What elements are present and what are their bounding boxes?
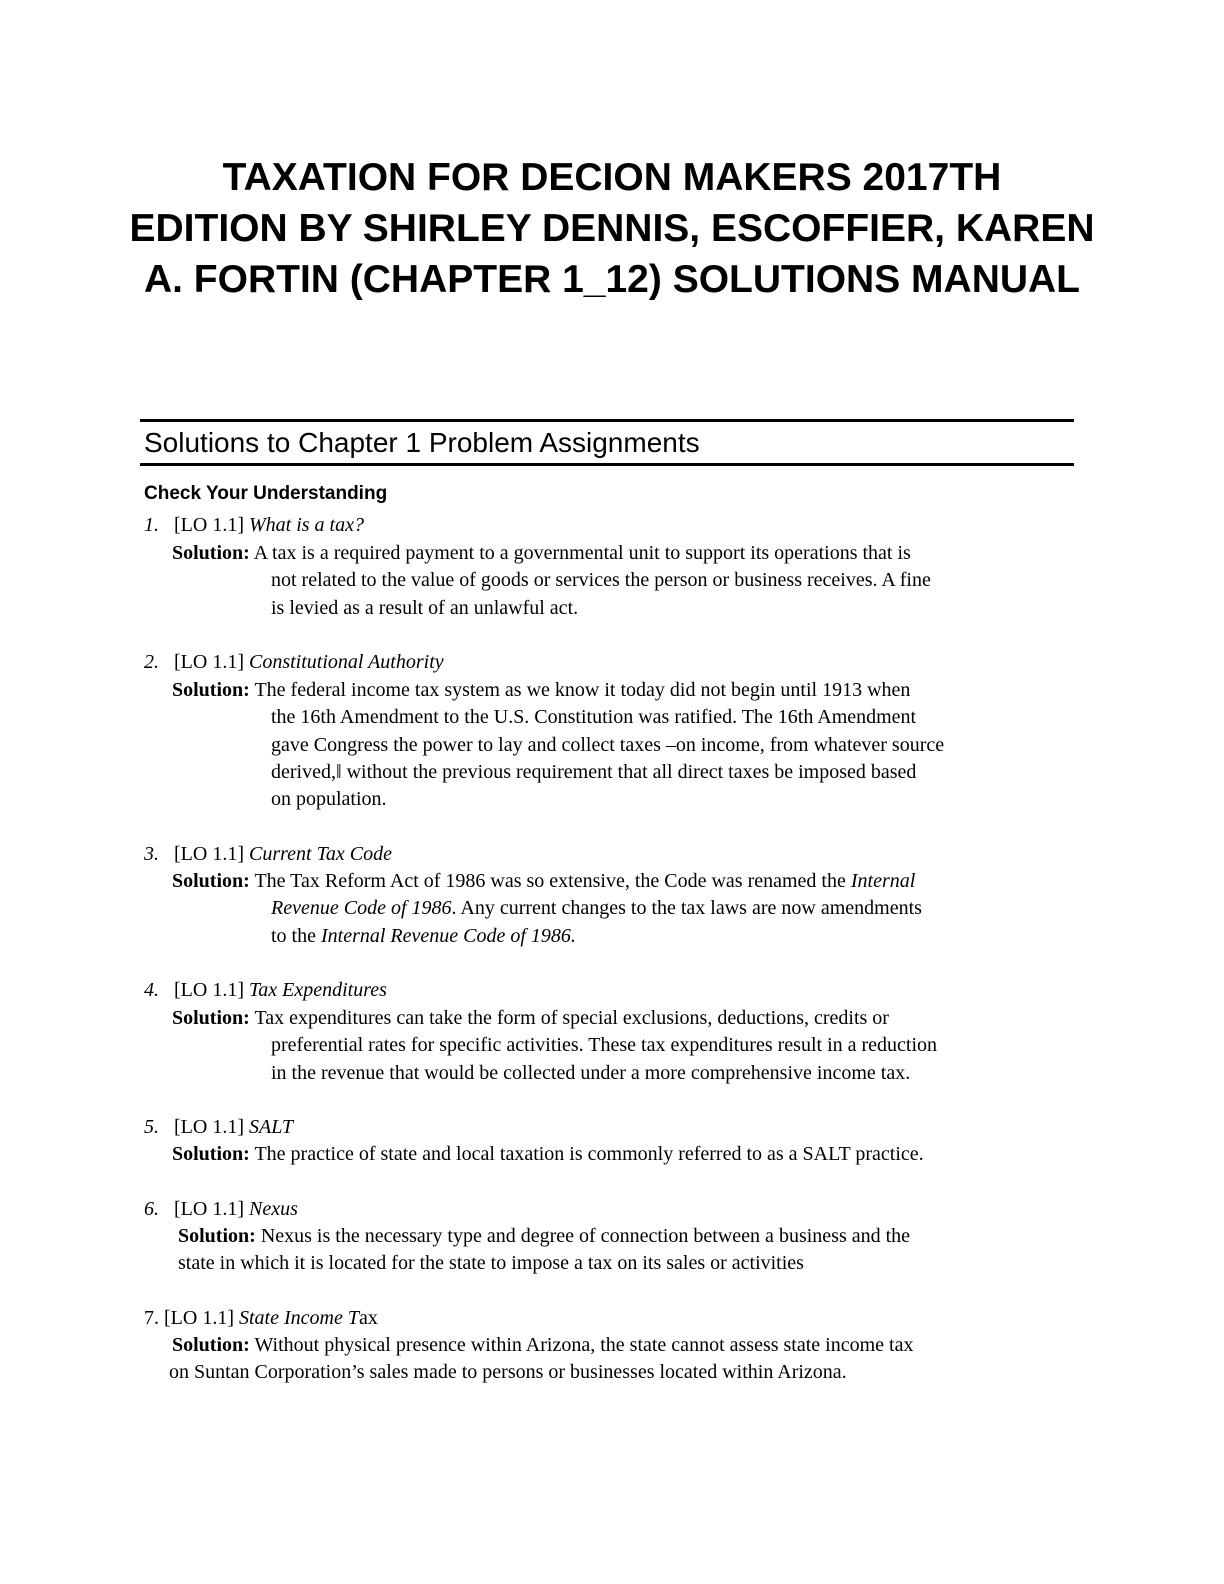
solution-line: The federal income tax system as we know it today did not begin until 1913 when bbox=[254, 679, 911, 701]
solution-italic-text: Internal Revenue Code of 1986. bbox=[321, 924, 576, 947]
learning-objective: [LO 1.1] bbox=[174, 843, 244, 865]
learning-objective: [LO 1.1] bbox=[174, 1198, 244, 1220]
learning-objective: [LO 1.1] bbox=[174, 1116, 244, 1138]
learning-objective: [LO 1.1] bbox=[174, 979, 244, 1001]
subheading: Check Your Understanding bbox=[144, 483, 388, 504]
solution-7 bbox=[169, 1332, 914, 1387]
solution-6 bbox=[178, 1223, 910, 1278]
learning-objective: [LO 1.1] bbox=[174, 651, 244, 673]
solution-line: to the bbox=[271, 924, 321, 947]
question-topic-rest: ax bbox=[358, 1307, 378, 1329]
question-topic: What is a tax? bbox=[248, 514, 364, 536]
question-topic: Current Tax Code bbox=[248, 843, 392, 865]
question-7 bbox=[144, 1305, 378, 1332]
solution-2 bbox=[172, 677, 944, 813]
section-rule-top bbox=[140, 419, 1074, 422]
solution-line: is levied as a result of an unlawful act. bbox=[271, 596, 579, 619]
solution-4 bbox=[172, 1005, 937, 1087]
solution-line: . Any current changes to the tax laws are now amendments bbox=[451, 897, 922, 920]
question-number: 3. bbox=[144, 843, 159, 865]
question-topic: State Income T bbox=[238, 1307, 359, 1329]
solution-3 bbox=[172, 868, 922, 950]
solution-label: Solution: bbox=[172, 679, 250, 701]
solution-line: The Tax Reform Act of 1986 was so extensive, the Code was renamed the bbox=[254, 870, 851, 892]
solution-line: Without physical presence within Arizona, the state cannot assess state income tax bbox=[254, 1334, 914, 1356]
section-title: Solutions to Chapter 1 Problem Assignments bbox=[144, 427, 700, 458]
section-rule-bottom bbox=[140, 463, 1074, 466]
solution-italic-text: Internal bbox=[850, 870, 916, 892]
solution-line: state in which it is located for the state to impose a tax on its sales or activities bbox=[178, 1252, 804, 1275]
solution-line: on population. bbox=[271, 788, 387, 811]
solution-line: the 16th Amendment to the U.S. Constitution was ratified. The 16th Amendment bbox=[271, 706, 917, 729]
question-number: 6. bbox=[144, 1198, 159, 1220]
title-line: EDITION BY SHIRLEY DENNIS, ESCOFFIER, KAREN bbox=[129, 207, 1095, 250]
solution-italic-text: Revenue Code of 1986 bbox=[271, 897, 452, 920]
question-6 bbox=[144, 1196, 298, 1223]
solution-line: Tax expenditures can take the form of special exclusions, deductions, credits or bbox=[254, 1007, 889, 1029]
document-title bbox=[80, 152, 1144, 305]
question-topic: Tax Expenditures bbox=[248, 979, 387, 1001]
title-line: TAXATION FOR DECION MAKERS 2017TH bbox=[222, 156, 1002, 199]
solution-line: preferential rates for specific activities. These tax expenditures result in a reduction bbox=[271, 1034, 938, 1057]
question-number: 1. bbox=[144, 514, 159, 536]
question-number: 5. bbox=[144, 1116, 159, 1138]
question-topic: Nexus bbox=[248, 1198, 298, 1220]
solution-label: Solution: bbox=[172, 1143, 250, 1165]
question-topic: Constitutional Authority bbox=[248, 651, 444, 673]
question-1 bbox=[144, 512, 364, 539]
solution-line: gave Congress the power to lay and collect taxes –on income, from whatever source bbox=[271, 733, 945, 756]
question-4 bbox=[144, 977, 387, 1004]
solution-line: derived,‖ without the previous requirement that all direct taxes be imposed based bbox=[271, 760, 917, 783]
learning-objective: [LO 1.1] bbox=[174, 514, 244, 536]
solution-line: in the revenue that would be collected under a more comprehensive income tax. bbox=[271, 1061, 911, 1084]
solution-label: Solution: bbox=[172, 870, 250, 892]
title-line: A. FORTIN (CHAPTER 1_12) SOLUTIONS MANUAL bbox=[143, 258, 1081, 301]
solution-line: Nexus is the necessary type and degree of connection between a business and the bbox=[260, 1225, 911, 1247]
question-number: 2. bbox=[144, 651, 159, 673]
solution-label: Solution: bbox=[178, 1225, 256, 1247]
solution-label: Solution: bbox=[172, 1007, 250, 1029]
question-number: 4. bbox=[144, 979, 159, 1001]
solution-line: The practice of state and local taxation is commonly referred to as a SALT practice. bbox=[254, 1143, 924, 1165]
solution-label: Solution: bbox=[172, 1334, 250, 1356]
solution-line: not related to the value of goods or services the person or business receives. A fine bbox=[271, 569, 931, 592]
solution-line: on Suntan Corporation’s sales made to persons or businesses located within Arizona. bbox=[169, 1361, 847, 1384]
learning-objective: [LO 1.1] bbox=[164, 1307, 234, 1329]
question-5 bbox=[144, 1114, 293, 1141]
solution-5 bbox=[172, 1141, 924, 1168]
solution-label: Solution: bbox=[172, 542, 250, 564]
question-3 bbox=[144, 841, 392, 868]
question-2 bbox=[144, 649, 444, 676]
question-number: 7. bbox=[144, 1307, 159, 1329]
solution-1 bbox=[172, 540, 931, 622]
question-topic: SALT bbox=[248, 1116, 294, 1138]
solution-line: A tax is a required payment to a governmental unit to support its operations that is bbox=[253, 542, 911, 564]
